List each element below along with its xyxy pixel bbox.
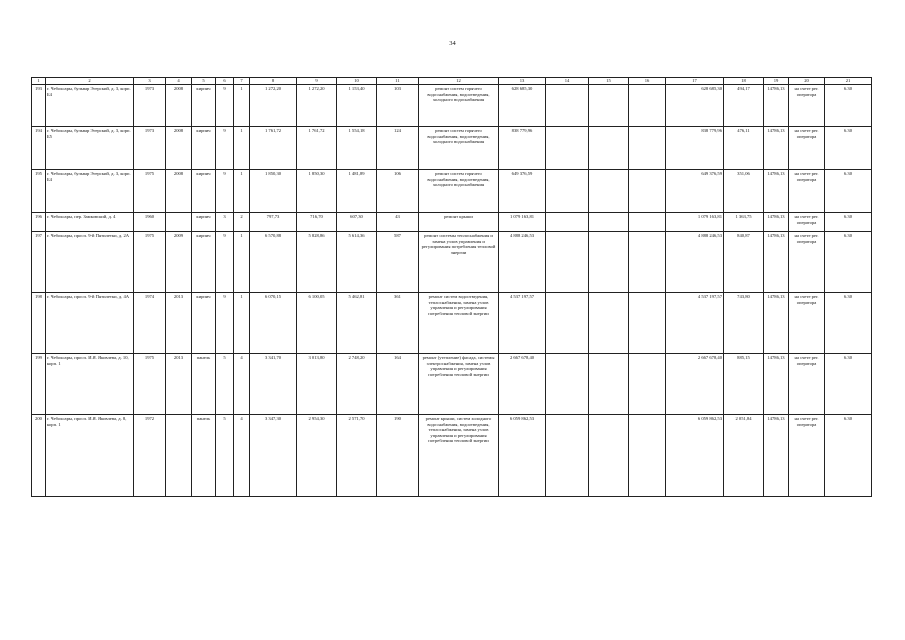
term-cell: 6.30: [825, 232, 872, 293]
year-repair-cell: [166, 213, 192, 232]
apartments-area-cell: 2 571,70: [337, 415, 377, 497]
limit-cost-per-sqm-cell: 14786,13: [764, 127, 789, 170]
floors-cell: 9: [216, 85, 234, 127]
year-repair-cell: 2013: [166, 293, 192, 354]
residents-cell: 190: [377, 415, 419, 497]
funding-method-cell: на счете рег. оператора: [789, 127, 825, 170]
repair-works-cell: ремонт крыши, систем холодного водоснабжения, водоотведения, теплоснабжения, замена узлов управления и регулирования потребления тепловой энергии: [419, 415, 499, 497]
empty-cell: [589, 85, 629, 127]
entrances-cell: 1: [234, 85, 250, 127]
address-cell: г. Чебоксары, просп. 9-й Пятилетки, д. 2А: [46, 232, 134, 293]
empty-cell: [546, 354, 589, 415]
row-number-cell: 196: [32, 213, 46, 232]
total-area-cell: 797,73: [250, 213, 297, 232]
wall-material-cell: кирпич: [192, 232, 216, 293]
other-funds-cost-cell: 1 079 163,81: [666, 213, 724, 232]
empty-cell: [629, 213, 666, 232]
living-area-cell: 3 013,80: [297, 354, 337, 415]
address-cell: г. Чебоксары, бульвар Эгерский, д. 3, корп. Б4: [46, 170, 134, 213]
row-number-cell: 198: [32, 293, 46, 354]
column-number: 13: [499, 78, 546, 85]
year-repair-cell: [166, 415, 192, 497]
funding-method-cell: на счете рег. оператора: [789, 170, 825, 213]
empty-cell: [546, 213, 589, 232]
address-cell: г. Чебоксары, бульвар Эгерский, д. 3, корп. Б4: [46, 85, 134, 127]
funding-method-cell: на счете рег. оператора: [789, 85, 825, 127]
year-built-cell: 1972: [134, 415, 166, 497]
column-number: 19: [764, 78, 789, 85]
empty-cell: [589, 415, 629, 497]
repair-works-cell: ремонт систем горячего водоснабжения, водоотведения, холодного водоснабжения: [419, 127, 499, 170]
repair-works-cell: ремонт систем горячего водоснабжения, водоотведения, холодного водоснабжения: [419, 170, 499, 213]
empty-cell: [546, 170, 589, 213]
table-row: [32, 415, 872, 497]
residents-cell: 164: [377, 354, 419, 415]
total-area-cell: 1 761,72: [250, 127, 297, 170]
term-cell: 6.30: [825, 170, 872, 213]
column-number: 12: [419, 78, 499, 85]
apartments-area-cell: 5 614,36: [337, 232, 377, 293]
empty-cell: [546, 127, 589, 170]
apartments-area-cell: 1 153,40: [337, 85, 377, 127]
living-area-cell: 1 761,72: [297, 127, 337, 170]
empty-cell: [589, 293, 629, 354]
repair-works-cell: ремонт (утепление) фасада, системы электроснабжения, замена узлов управления и регулирования потребления тепловой энергии: [419, 354, 499, 415]
total-cost-cell: 1 079 163,81: [499, 213, 546, 232]
residents-cell: 43: [377, 213, 419, 232]
residents-cell: 587: [377, 232, 419, 293]
residents-cell: 106: [377, 170, 419, 213]
cost-per-sqm-cell: 351,06: [724, 170, 764, 213]
wall-material-cell: кирпич: [192, 293, 216, 354]
term-cell: 6.30: [825, 354, 872, 415]
total-area-cell: 1 850,30: [250, 170, 297, 213]
table-row: [32, 354, 872, 415]
total-cost-cell: 2 667 678,40: [499, 354, 546, 415]
funding-method-cell: на счете рег. оператора: [789, 232, 825, 293]
apartments-area-cell: 1 481,89: [337, 170, 377, 213]
funding-method-cell: на счете рег. оператора: [789, 213, 825, 232]
cost-per-sqm-cell: 743,80: [724, 293, 764, 354]
total-cost-cell: 649 376,59: [499, 170, 546, 213]
year-repair-cell: 2013: [166, 354, 192, 415]
limit-cost-per-sqm-cell: 14786,13: [764, 170, 789, 213]
living-area-cell: 1 272,20: [297, 85, 337, 127]
column-number: 3: [134, 78, 166, 85]
repair-works-cell: ремонт системы теплоснабжения и замена узлов управления и регулирования потребления тепловой энергии: [419, 232, 499, 293]
cost-per-sqm-cell: 494,17: [724, 85, 764, 127]
table-row: [32, 293, 872, 354]
term-cell: 6.30: [825, 415, 872, 497]
column-number: 17: [666, 78, 724, 85]
column-number: 7: [234, 78, 250, 85]
address-cell: г. Чебоксары, пер. Замковский, д. 4: [46, 213, 134, 232]
column-number: 20: [789, 78, 825, 85]
column-number: 6: [216, 78, 234, 85]
entrances-cell: 1: [234, 127, 250, 170]
column-number: 10: [337, 78, 377, 85]
empty-cell: [546, 232, 589, 293]
column-number: 21: [825, 78, 872, 85]
entrances-cell: 4: [234, 415, 250, 497]
total-area-cell: 6 070,15: [250, 293, 297, 354]
entrances-cell: 2: [234, 213, 250, 232]
column-number: 15: [589, 78, 629, 85]
floors-cell: 9: [216, 293, 234, 354]
limit-cost-per-sqm-cell: 14786,13: [764, 85, 789, 127]
empty-cell: [589, 127, 629, 170]
empty-cell: [589, 232, 629, 293]
limit-cost-per-sqm-cell: 14786,13: [764, 354, 789, 415]
wall-material-cell: панель: [192, 415, 216, 497]
table-row: [32, 170, 872, 213]
term-cell: 6.30: [825, 85, 872, 127]
column-number: 1: [32, 78, 46, 85]
other-funds-cost-cell: 4 888 246,53: [666, 232, 724, 293]
table-row: [32, 232, 872, 293]
entrances-cell: 1: [234, 170, 250, 213]
year-built-cell: 1975: [134, 232, 166, 293]
year-built-cell: 1975: [134, 354, 166, 415]
column-number: 14: [546, 78, 589, 85]
address-cell: г. Чебоксары, просп. И.Я. Яковлева, д. 10, корп. 1: [46, 354, 134, 415]
table-row: [32, 213, 872, 232]
residents-cell: 124: [377, 127, 419, 170]
entrances-cell: 4: [234, 354, 250, 415]
floors-cell: 9: [216, 127, 234, 170]
empty-cell: [546, 85, 589, 127]
year-built-cell: 1975: [134, 170, 166, 213]
row-number-cell: 199: [32, 354, 46, 415]
table-row: [32, 85, 872, 127]
row-number-cell: 193: [32, 85, 46, 127]
year-built-cell: 1973: [134, 127, 166, 170]
wall-material-cell: кирпич: [192, 85, 216, 127]
row-number-cell: 197: [32, 232, 46, 293]
total-area-cell: 6 570,88: [250, 232, 297, 293]
empty-cell: [629, 127, 666, 170]
apartments-area-cell: 1 554,18: [337, 127, 377, 170]
column-number: 16: [629, 78, 666, 85]
year-repair-cell: 2008: [166, 170, 192, 213]
page-number: 34: [449, 40, 456, 47]
column-number: 18: [724, 78, 764, 85]
floors-cell: 9: [216, 170, 234, 213]
floors-cell: 9: [216, 232, 234, 293]
column-number: 11: [377, 78, 419, 85]
cost-per-sqm-cell: 1 363,75: [724, 213, 764, 232]
year-built-cell: 1960: [134, 213, 166, 232]
limit-cost-per-sqm-cell: 14786,13: [764, 415, 789, 497]
cost-per-sqm-cell: 2 051,84: [724, 415, 764, 497]
capital-repair-table: [31, 77, 872, 497]
empty-cell: [546, 293, 589, 354]
empty-cell: [589, 354, 629, 415]
living-area-cell: 1 850,30: [297, 170, 337, 213]
column-number: 4: [166, 78, 192, 85]
cost-per-sqm-cell: 885,15: [724, 354, 764, 415]
living-area-cell: 716,70: [297, 213, 337, 232]
residents-cell: 103: [377, 85, 419, 127]
wall-material-cell: кирпич: [192, 213, 216, 232]
apartments-area-cell: 2 748,20: [337, 354, 377, 415]
wall-material-cell: панель: [192, 354, 216, 415]
apartments-area-cell: 607,30: [337, 213, 377, 232]
limit-cost-per-sqm-cell: 14786,13: [764, 213, 789, 232]
term-cell: 6.30: [825, 293, 872, 354]
limit-cost-per-sqm-cell: 14786,13: [764, 293, 789, 354]
empty-cell: [629, 415, 666, 497]
other-funds-cost-cell: 838 779,96: [666, 127, 724, 170]
other-funds-cost-cell: 649 376,59: [666, 170, 724, 213]
column-number: 9: [297, 78, 337, 85]
column-number: 8: [250, 78, 297, 85]
empty-cell: [629, 232, 666, 293]
total-area-cell: 1 272,20: [250, 85, 297, 127]
column-number-row: [32, 78, 872, 85]
living-area-cell: 5 828,86: [297, 232, 337, 293]
total-cost-cell: 4 537 197,57: [499, 293, 546, 354]
empty-cell: [629, 293, 666, 354]
total-area-cell: 3 341,70: [250, 354, 297, 415]
year-repair-cell: 2008: [166, 85, 192, 127]
total-cost-cell: 838 779,96: [499, 127, 546, 170]
floors-cell: 3: [216, 213, 234, 232]
total-cost-cell: 4 888 246,53: [499, 232, 546, 293]
funding-method-cell: на счете рег. оператора: [789, 354, 825, 415]
year-built-cell: 1974: [134, 293, 166, 354]
empty-cell: [629, 85, 666, 127]
row-number-cell: 194: [32, 127, 46, 170]
empty-cell: [589, 170, 629, 213]
year-repair-cell: 2008: [166, 127, 192, 170]
other-funds-cost-cell: 628 685,30: [666, 85, 724, 127]
funding-method-cell: на счете рег. оператора: [789, 415, 825, 497]
total-cost-cell: 6 059 862,53: [499, 415, 546, 497]
year-repair-cell: 2009: [166, 232, 192, 293]
table-row: [32, 127, 872, 170]
total-cost-cell: 628 685,30: [499, 85, 546, 127]
wall-material-cell: кирпич: [192, 170, 216, 213]
address-cell: г. Чебоксары, просп. 9-й Пятилетки, д. 4А: [46, 293, 134, 354]
entrances-cell: 1: [234, 293, 250, 354]
limit-cost-per-sqm-cell: 14786,13: [764, 232, 789, 293]
cost-per-sqm-cell: 476,11: [724, 127, 764, 170]
wall-material-cell: кирпич: [192, 127, 216, 170]
address-cell: г. Чебоксары, бульвар Эгерский, д. 3, корп. Б5: [46, 127, 134, 170]
column-number: 2: [46, 78, 134, 85]
year-built-cell: 1973: [134, 85, 166, 127]
funding-method-cell: на счете рег. оператора: [789, 293, 825, 354]
address-cell: г. Чебоксары, просп. И.Я. Яковлева, д. 8, корп. 1: [46, 415, 134, 497]
term-cell: 6.30: [825, 127, 872, 170]
repair-works-cell: ремонт систем водоотведения, теплоснабжения, замена узлов управления и регулирования потребления тепловой энергии: [419, 293, 499, 354]
row-number-cell: 200: [32, 415, 46, 497]
repair-works-cell: ремонт систем горячего водоснабжения, водоотведения, холодного водоснабжения: [419, 85, 499, 127]
total-area-cell: 3 347,30: [250, 415, 297, 497]
other-funds-cost-cell: 2 667 678,40: [666, 354, 724, 415]
empty-cell: [589, 213, 629, 232]
term-cell: 6.30: [825, 213, 872, 232]
living-area-cell: 6 100,05: [297, 293, 337, 354]
apartments-area-cell: 5 462,81: [337, 293, 377, 354]
residents-cell: 361: [377, 293, 419, 354]
living-area-cell: 2 954,30: [297, 415, 337, 497]
floors-cell: 5: [216, 415, 234, 497]
empty-cell: [546, 415, 589, 497]
empty-cell: [629, 170, 666, 213]
empty-cell: [629, 354, 666, 415]
other-funds-cost-cell: 4 537 197,57: [666, 293, 724, 354]
floors-cell: 5: [216, 354, 234, 415]
other-funds-cost-cell: 6 059 862,53: [666, 415, 724, 497]
repair-works-cell: ремонт крыши: [419, 213, 499, 232]
entrances-cell: 1: [234, 232, 250, 293]
row-number-cell: 195: [32, 170, 46, 213]
column-number: 5: [192, 78, 216, 85]
cost-per-sqm-cell: 840,87: [724, 232, 764, 293]
